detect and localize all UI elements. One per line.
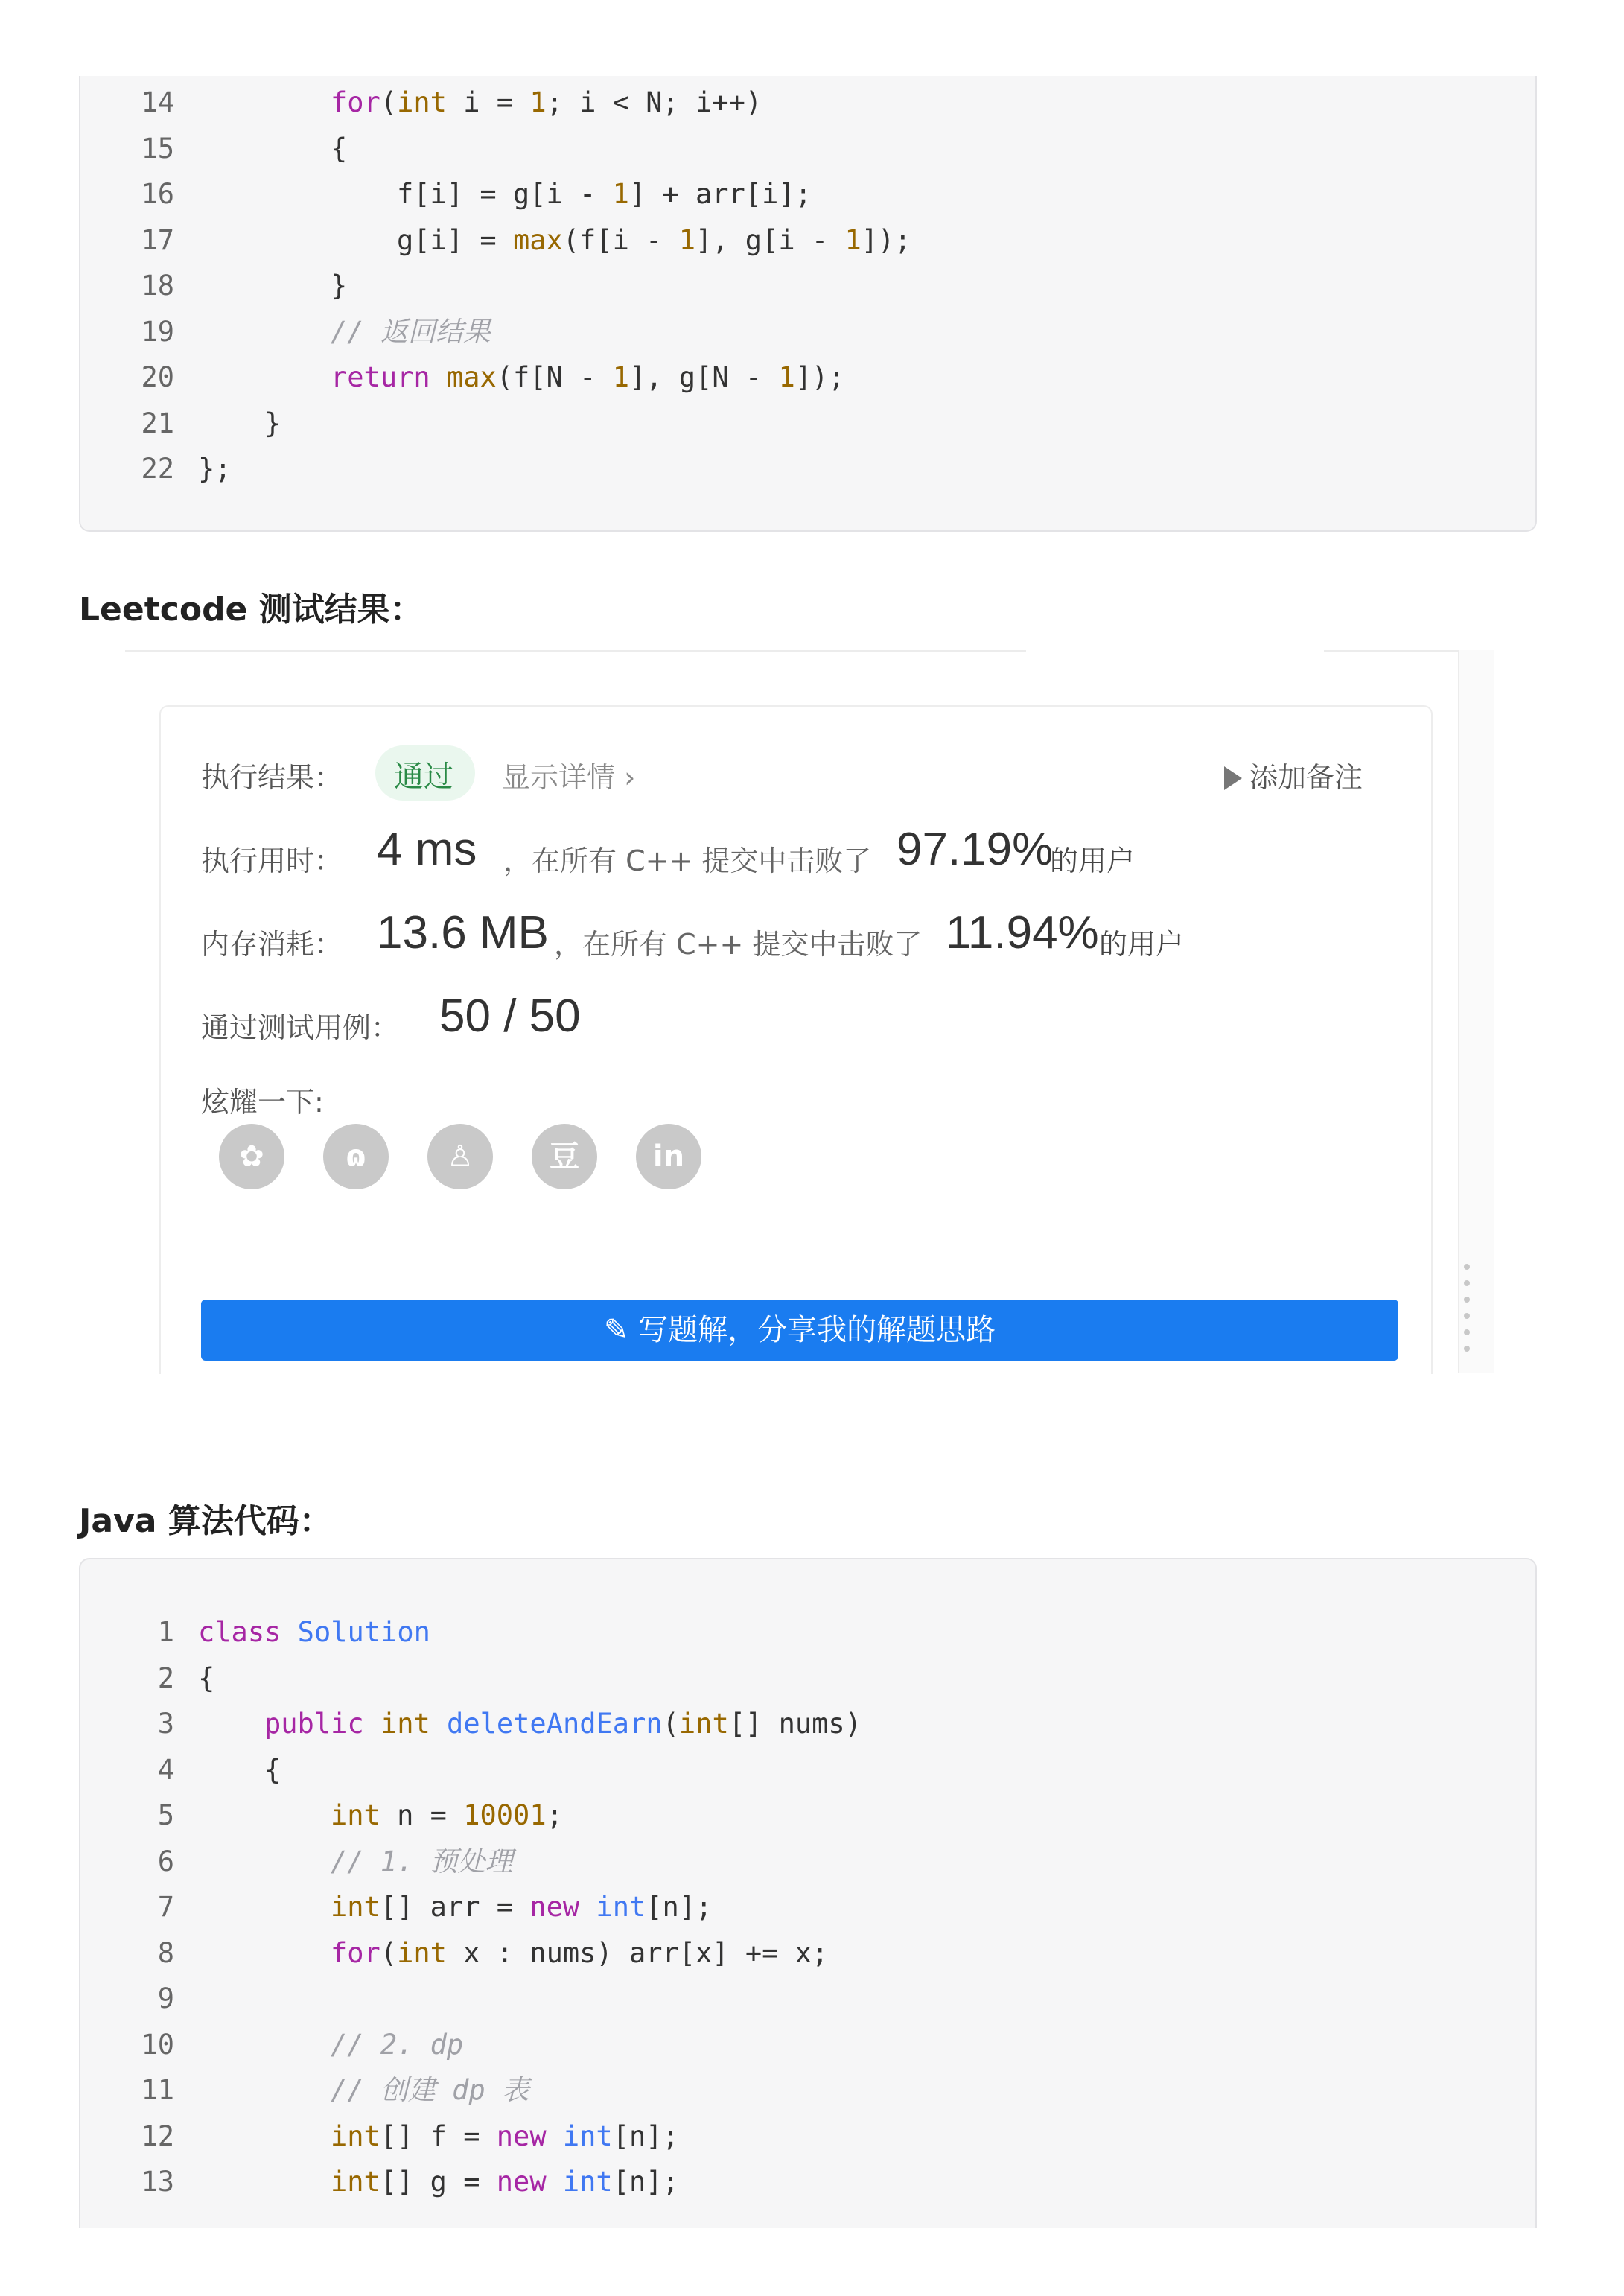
code-text: { <box>331 132 348 165</box>
code-line <box>80 1795 1495 1837</box>
heading-leetcode-result: Leetcode 测试结果： <box>79 591 423 629</box>
line-number: 15 <box>141 132 174 165</box>
code-text: g[i] = max(f[i - 1], g[i - 1]); <box>397 223 911 256</box>
code-text: for(int x : nums) arr[x] += x; <box>331 1936 829 1969</box>
code-text: // 创建 dp 表 <box>331 2074 529 2106</box>
exec-result-label: 执行结果： <box>201 761 343 794</box>
share-label: 炫耀一下: <box>201 1086 324 1119</box>
code-text: for(int i = 1; i < N; i++) <box>331 86 762 118</box>
code-text: public int deleteAndEarn(int[] nums) <box>264 1708 862 1740</box>
result-card <box>159 705 1433 1374</box>
code-text: int[] arr = new int[n]; <box>331 1891 713 1923</box>
linkedin-icon[interactable]: in <box>636 1124 701 1189</box>
leetcode-result-screenshot <box>125 650 1492 1373</box>
weibo-icon[interactable]: ɷ <box>323 1124 389 1189</box>
code-text: int[] f = new int[n]; <box>331 2119 679 2152</box>
code-text: } <box>264 407 281 439</box>
pencil-icon: ✎ <box>603 1313 629 1347</box>
line-number: 16 <box>141 178 174 210</box>
code-text: { <box>264 1753 281 1786</box>
divider <box>1324 650 1458 652</box>
divider <box>125 650 1026 652</box>
write-solution-button[interactable] <box>201 1300 1398 1361</box>
code-line <box>80 1703 1495 1745</box>
code-block-java <box>79 1558 1537 2228</box>
code-line <box>80 220 1495 261</box>
code-line <box>80 1749 1495 1791</box>
code-text: } <box>331 270 348 302</box>
runtime-suffix: 的用户 <box>1050 845 1136 877</box>
memory-value: 13.6 MB <box>377 907 549 958</box>
code-line <box>80 1933 1495 1974</box>
memory-percent: 11.94% <box>946 907 1099 958</box>
qq-icon[interactable]: ♙ <box>427 1124 493 1189</box>
code-line <box>80 357 1495 398</box>
code-line <box>80 1841 1495 1883</box>
line-number: 13 <box>141 2166 174 2198</box>
code-line <box>80 2161 1495 2203</box>
test-cases-value: 50 / 50 <box>439 990 581 1042</box>
status-text: 通过 <box>394 760 453 794</box>
line-number: 3 <box>157 1708 174 1740</box>
line-number: 7 <box>157 1891 174 1923</box>
code-line <box>80 1612 1495 1653</box>
code-text: f[i] = g[i - 1] + arr[i]; <box>397 178 812 210</box>
line-number: 9 <box>157 1982 174 2014</box>
add-note-label: 添加备注 <box>1249 761 1363 794</box>
scroll-dot <box>1464 1297 1470 1303</box>
code-line <box>80 2024 1495 2066</box>
runtime-desc: ，在所有 C++ 提交中击败了 <box>503 845 872 877</box>
scroll-dot <box>1464 1280 1470 1286</box>
show-details-link[interactable]: 显示详情 › <box>502 761 636 794</box>
line-number: 11 <box>141 2074 174 2106</box>
line-number: 21 <box>141 407 174 439</box>
memory-label: 内存消耗： <box>201 928 343 961</box>
code-text: class Solution <box>198 1616 430 1648</box>
runtime-value: 4 ms <box>377 824 477 875</box>
write-solution-label: 写题解，分享我的解题思路 <box>638 1313 996 1347</box>
line-number: 14 <box>141 86 174 118</box>
code-line <box>80 174 1495 215</box>
line-number: 18 <box>141 270 174 302</box>
code-block-cpp <box>79 76 1537 532</box>
line-number: 6 <box>157 1845 174 1877</box>
code-text: return max(f[N - 1], g[N - 1]); <box>331 361 845 393</box>
code-text: { <box>198 1661 215 1694</box>
code-text: int n = 10001; <box>331 1799 563 1831</box>
code-line <box>80 265 1495 307</box>
code-line <box>80 82 1495 124</box>
add-note-button[interactable] <box>1224 754 1363 795</box>
wechat-icon[interactable]: ✿ <box>219 1124 284 1189</box>
code-line <box>80 128 1495 170</box>
scroll-dot <box>1464 1313 1470 1319</box>
scroll-dot <box>1464 1264 1470 1270</box>
memory-suffix: 的用户 <box>1099 928 1185 961</box>
code-line <box>80 448 1495 490</box>
line-number: 5 <box>157 1799 174 1831</box>
code-line <box>80 2070 1495 2111</box>
code-text: // 1. 预处理 <box>331 1845 513 1877</box>
flag-icon <box>1224 766 1242 790</box>
code-text: int[] g = new int[n]; <box>331 2166 679 2198</box>
test-cases-label: 通过测试用例： <box>201 1011 400 1044</box>
scrollbar[interactable] <box>1458 650 1494 1373</box>
code-line <box>80 1658 1495 1699</box>
runtime-label: 执行用时： <box>201 845 343 877</box>
scroll-dot <box>1464 1329 1470 1335</box>
runtime-percent: 97.19% <box>897 824 1054 875</box>
line-number: 2 <box>157 1661 174 1694</box>
line-number: 17 <box>141 223 174 256</box>
heading-java-code: Java 算法代码： <box>79 1502 332 1540</box>
code-line <box>80 403 1495 445</box>
line-number: 19 <box>141 315 174 348</box>
line-number: 1 <box>157 1616 174 1648</box>
line-number: 20 <box>141 361 174 393</box>
line-number: 8 <box>157 1936 174 1969</box>
scroll-dot <box>1464 1346 1470 1352</box>
code-line <box>80 1978 1495 2020</box>
line-number: 22 <box>141 453 174 485</box>
line-number: 4 <box>157 1753 174 1786</box>
memory-desc: ，在所有 C++ 提交中击败了 <box>554 928 923 961</box>
code-text: // 2. dp <box>331 2028 464 2061</box>
line-number: 10 <box>141 2028 174 2061</box>
code-line <box>80 2116 1495 2157</box>
code-line <box>80 311 1495 353</box>
code-text: }; <box>198 453 232 485</box>
code-text: // 返回结果 <box>331 315 491 348</box>
douban-icon[interactable]: 豆 <box>532 1124 597 1189</box>
code-line <box>80 1886 1495 1928</box>
line-number: 12 <box>141 2119 174 2152</box>
